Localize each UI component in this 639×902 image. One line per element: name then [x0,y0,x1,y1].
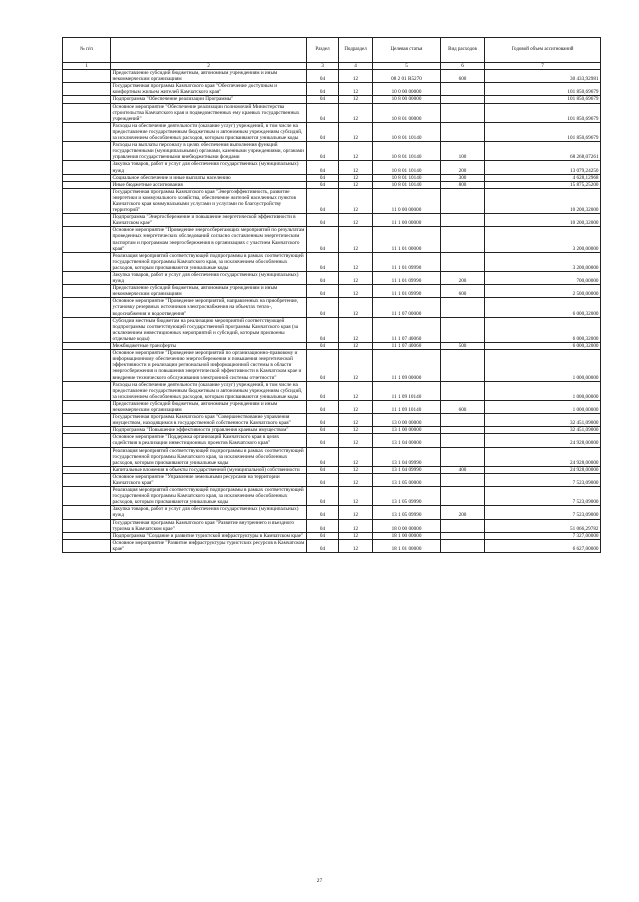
row-subsection: 12 [339,343,373,350]
row-name: Государственная программа Камчатского края "Совершенствование управления имуществом, находящимся в государственной собственности Камчатского края" [111,414,307,427]
row-amount: 1 000,00000 [485,381,601,400]
row-subsection: 12 [339,350,373,381]
row-expense-type: 200 [441,272,485,285]
row-target: 13 1 05 00000 [373,473,441,486]
row-name: Государственная программа Камчатского края "Обеспечение доступным и комфортным жильем жителей Камчатского края" [111,83,307,96]
row-name: Подпрограмма "Повышение эффективности управления краевым имуществом" [111,427,307,434]
table-row [63,466,601,473]
row-name: Основное мероприятие "Развитие инфраструктуры туристских ресурсов в Камчатском крае" [111,539,307,552]
row-num [63,161,111,174]
row-num [63,487,111,506]
row-expense-type [441,381,485,400]
row-subsection: 12 [339,466,373,473]
row-amount: 2 500,00000 [485,285,601,298]
row-num [63,434,111,447]
row-subsection: 12 [339,487,373,506]
row-expense-type: 200 [441,161,485,174]
row-amount: 32 451,09000 [485,427,601,434]
table-row [63,539,601,552]
row-expense-type [441,83,485,96]
row-name: Закупка товаров, работ и услуг для обеспечения государственных (муниципальных) нужд [111,272,307,285]
row-amount: 32 451,09000 [485,414,601,427]
row-name: Предоставление субсидий бюджетным, автономным учреждениям и иным некоммерческим организациям [111,400,307,413]
table-row [63,414,601,427]
row-num [63,539,111,552]
row-target: 08 2 01 R5270 [373,70,441,83]
row-num [63,174,111,181]
row-name: Субсидии местным бюджетам на реализацию мероприятий соответствующей подпрограммы соответствующей государственной программы Камчатского края (за исключением инвестиционных мероприятий и субсидий, которым присвоены отдельные коды) [111,317,307,342]
row-num [63,400,111,413]
column-number: 1 [63,63,111,70]
row-target: 11 1 01 09990 [373,272,441,285]
row-section: 04 [307,427,339,434]
row-amount: 6 000,32000 [485,298,601,317]
column-number: 6 [441,63,485,70]
row-target: 11 1 07 00000 [373,298,441,317]
row-name: Закупка товаров, работ и услуг для обеспечения государственных (муниципальных) нужд [111,161,307,174]
row-target: 11 1 07 40060 [373,343,441,350]
table-row [63,519,601,532]
row-subsection: 12 [339,96,373,103]
row-name: Предоставление субсидий бюджетным, автономным учреждениям и иным некоммерческим организациям [111,70,307,83]
row-target: 13 0 00 00000 [373,414,441,427]
table-row [63,285,601,298]
row-amount: 51 066,29782 [485,519,601,532]
row-name: Капитальные вложения в объекты государственной (муниципальной) собственности [111,466,307,473]
row-target: 13 1 04 09990 [373,447,441,466]
row-section: 04 [307,103,339,122]
row-target: 18 0 00 00000 [373,519,441,532]
row-section: 04 [307,298,339,317]
table-row [63,181,601,188]
row-target: 10 8 01 10140 [373,122,441,141]
row-target: 11 0 00 00000 [373,188,441,213]
row-subsection: 12 [339,83,373,96]
row-amount: 6 000,32000 [485,343,601,350]
row-num [63,532,111,539]
row-target: 10 8 01 10140 [373,174,441,181]
row-name: Закупка товаров, работ и услуг для обеспечения государственных (муниципальных) нужд [111,506,307,519]
row-subsection: 12 [339,539,373,552]
header-amount: Годовой объем ассигнований [485,38,601,63]
row-num [63,103,111,122]
row-target: 11 1 09 00000 [373,350,441,381]
row-target: 11 1 07 40060 [373,317,441,342]
row-section: 04 [307,70,339,83]
budget-table [62,37,601,553]
row-num [63,214,111,227]
row-expense-type: 600 [441,70,485,83]
table-row [63,142,601,161]
row-expense-type [441,434,485,447]
table-header-row [63,38,601,63]
row-num [63,122,111,141]
row-section: 04 [307,96,339,103]
row-amount: 24 928,00000 [485,434,601,447]
table-row [63,83,601,96]
row-section: 04 [307,506,339,519]
row-amount: 3 200,00000 [485,227,601,252]
row-amount: 24 928,00000 [485,466,601,473]
row-name: Основное мероприятие "Проведение мероприятий, направленных на приобретение, установку резервных источников электроснабжения на объектах тепло-, водоснабжения и водоотведения" [111,298,307,317]
row-amount: 15 875,25200 [485,181,601,188]
row-name: Реализация мероприятий соответствующей подпрограммы в рамках соответствующей государственной программы Камчатского края, за исключением обособленных расходов, которым присваиваются уникальные коды [111,252,307,271]
row-num [63,285,111,298]
row-expense-type: 100 [441,142,485,161]
row-amount: 13 079,24250 [485,161,601,174]
row-expense-type: 600 [441,285,485,298]
column-number-row [63,63,601,70]
row-section: 04 [307,252,339,271]
row-target: 10 8 01 10140 [373,181,441,188]
table-row [63,473,601,486]
row-target: 10 8 00 00000 [373,96,441,103]
row-amount: 7 523,09000 [485,506,601,519]
table-row [63,447,601,466]
row-subsection: 12 [339,414,373,427]
row-subsection: 12 [339,227,373,252]
row-section: 04 [307,487,339,506]
row-subsection: 12 [339,70,373,83]
row-amount: 7 327,00000 [485,532,601,539]
row-subsection: 12 [339,252,373,271]
row-amount: 30 433,92981 [485,70,601,83]
row-num [63,506,111,519]
row-num [63,317,111,342]
row-name: Подпрограмма "Создание и развитие туристской инфраструктуры в Камчатском крае" [111,532,307,539]
row-expense-type [441,96,485,103]
row-expense-type: 800 [441,181,485,188]
row-target: 18 1 00 00000 [373,532,441,539]
row-num [63,414,111,427]
row-section: 04 [307,227,339,252]
row-subsection: 12 [339,214,373,227]
row-subsection: 12 [339,298,373,317]
row-name: Основное мероприятие "Проведение энергосберегающих мероприятий по результатам проведенных энергетических обследований согласно составленным энергетическим паспортам и программам энергосбережения в организациях с участием Камчатского края" [111,227,307,252]
row-expense-type [441,252,485,271]
table-row [63,70,601,83]
row-expense-type: 400 [441,466,485,473]
row-num [63,272,111,285]
row-target: 13 1 05 09990 [373,487,441,506]
row-amount: 101 850,69679 [485,122,601,141]
row-section: 04 [307,519,339,532]
row-section: 04 [307,285,339,298]
table-row [63,174,601,181]
header-subsection: Подраздел [339,38,373,63]
row-expense-type [441,122,485,141]
row-expense-type [441,473,485,486]
row-name: Межбюджетные трансферты [111,343,307,350]
row-subsection: 12 [339,447,373,466]
column-number: 7 [485,63,601,70]
row-name: Основное мероприятие "Обеспечение реализации полномочий Министерства строительства Камчатского края и подведомственных ему краевых государственных учреждений" [111,103,307,122]
table-row [63,506,601,519]
row-section: 04 [307,434,339,447]
row-amount: 101 850,69679 [485,103,601,122]
row-subsection: 12 [339,317,373,342]
row-target: 10 0 00 00000 [373,83,441,96]
row-subsection: 12 [339,272,373,285]
row-target: 13 1 04 09990 [373,466,441,473]
row-expense-type: 600 [441,400,485,413]
row-subsection: 12 [339,427,373,434]
row-num [63,181,111,188]
row-subsection: 12 [339,473,373,486]
table-row [63,350,601,381]
row-expense-type [441,414,485,427]
row-num [63,227,111,252]
row-expense-type [441,487,485,506]
row-subsection: 12 [339,400,373,413]
row-expense-type [441,214,485,227]
column-number: 2 [111,63,307,70]
row-amount: 3 200,00000 [485,252,601,271]
row-section: 04 [307,122,339,141]
table-row [63,343,601,350]
row-expense-type [441,188,485,213]
row-subsection: 12 [339,434,373,447]
row-section: 04 [307,83,339,96]
row-subsection: 12 [339,532,373,539]
row-section: 04 [307,343,339,350]
row-section: 04 [307,317,339,342]
table-row [63,272,601,285]
table-row [63,214,601,227]
row-expense-type: 200 [441,506,485,519]
row-expense-type [441,447,485,466]
row-subsection: 12 [339,161,373,174]
table-row [63,400,601,413]
table-row [63,227,601,252]
row-section: 04 [307,414,339,427]
row-num [63,70,111,83]
row-amount: 10 200,32000 [485,188,601,213]
table-row [63,103,601,122]
row-target: 11 1 09 10140 [373,381,441,400]
row-subsection: 12 [339,285,373,298]
row-num [63,188,111,213]
row-subsection: 12 [339,506,373,519]
row-expense-type [441,532,485,539]
row-amount: 101 850,69679 [485,83,601,96]
row-target: 11 1 01 09990 [373,285,441,298]
row-section: 04 [307,174,339,181]
row-target: 11 1 01 00000 [373,227,441,252]
row-target: 13 1 05 09990 [373,506,441,519]
column-number: 4 [339,63,373,70]
row-section: 04 [307,381,339,400]
table-row [63,298,601,317]
row-section: 04 [307,447,339,466]
row-target: 18 1 01 00000 [373,539,441,552]
row-name: Социальное обеспечение и иные выплаты населению [111,174,307,181]
table-body [63,70,601,553]
row-amount: 4 628,12968 [485,174,601,181]
row-target: 10 8 01 00000 [373,103,441,122]
header-target: Целевая статья [373,38,441,63]
table-row [63,532,601,539]
row-section: 04 [307,473,339,486]
row-name: Государственная программа Камчатского края "Энергоэффективность, развитие энергетики и коммунального хозяйства, обеспечение жителей населенных пунктов Камчатского края коммунальными услугами и услугами по благоустройству территорий" [111,188,307,213]
row-num [63,447,111,466]
row-expense-type [441,427,485,434]
row-expense-type [441,103,485,122]
table-row [63,381,601,400]
row-name: Государственная программа Камчатского края "Развитие внутреннего и въездного туризма в Камчатском крае" [111,519,307,532]
row-num [63,519,111,532]
row-subsection: 12 [339,122,373,141]
row-section: 04 [307,181,339,188]
row-num [63,466,111,473]
row-num [63,381,111,400]
row-expense-type [441,519,485,532]
row-amount: 10 200,32000 [485,214,601,227]
row-expense-type [441,350,485,381]
row-name: Расходы на выплаты персоналу в целях обеспечения выполнения функций государственными (муниципальными) органами, казенными учреждениями, органами управления государственными внебюджетными фондами [111,142,307,161]
row-amount: 6 000,32000 [485,317,601,342]
row-expense-type [441,298,485,317]
row-subsection: 12 [339,188,373,213]
row-subsection: 12 [339,381,373,400]
row-target: 13 1 00 00000 [373,427,441,434]
row-section: 04 [307,532,339,539]
row-amount: 7 523,09000 [485,487,601,506]
row-amount: 68 268,07261 [485,142,601,161]
row-section: 04 [307,272,339,285]
row-section: 04 [307,161,339,174]
row-expense-type [441,227,485,252]
row-num [63,350,111,381]
row-amount: 6 627,00000 [485,539,601,552]
row-amount: 700,00000 [485,272,601,285]
header-num: № п/п [63,38,111,63]
row-section: 04 [307,214,339,227]
row-target: 10 8 01 10140 [373,161,441,174]
row-num [63,473,111,486]
row-target: 11 1 09 10140 [373,400,441,413]
row-num [63,427,111,434]
row-num [63,343,111,350]
row-target: 13 1 04 00000 [373,434,441,447]
row-name: Расходы на обеспечение деятельности (оказание услуг) учреждений, в том числе на предоставление государственным бюджетным и автономным учреждениям субсидий, за исключением обособленных расходов, которым присваиваются уникальные коды [111,381,307,400]
row-name: Основное мероприятие "Проведение мероприятий по организационно-правовому и информационному обеспечению энергосбережения и повышения энергетической эффективности и реализации региональной информационной системы в области энергосбережения и повышения энергетической эффективности в Камчатском крае и внедрение технического обслуживания электронной системы отчетности" [111,350,307,381]
column-number: 3 [307,63,339,70]
row-subsection: 12 [339,174,373,181]
header-expense-type: Вид расходов [441,38,485,63]
table-row [63,122,601,141]
table-row [63,252,601,271]
row-section: 04 [307,188,339,213]
page-number: 27 [316,878,323,884]
row-section: 04 [307,400,339,413]
row-section: 04 [307,466,339,473]
row-name: Основное мероприятие "Поддержка организаций Камчатского края в целях содействия в реализации инвестиционных проектов Камчатского края" [111,434,307,447]
row-name: Основное мероприятие "Управление земельными ресурсами на территории Камчатского края" [111,473,307,486]
row-target: 11 1 01 09990 [373,252,441,271]
row-expense-type [441,539,485,552]
header-section: Раздел [307,38,339,63]
table-row [63,317,601,342]
row-expense-type [441,317,485,342]
row-section: 04 [307,350,339,381]
row-name: Подпрограмма "Обеспечение реализации Программы" [111,96,307,103]
row-num [63,252,111,271]
row-amount: 1 000,00000 [485,400,601,413]
row-expense-type: 300 [441,174,485,181]
row-target: 10 8 01 10140 [373,142,441,161]
row-amount: 101 850,69679 [485,96,601,103]
row-target: 11 1 00 00000 [373,214,441,227]
row-name: Реализация мероприятий соответствующей подпрограммы в рамках соответствующей государственной программы Камчатского края, за исключением обособленных расходов, которым присваиваются уникальные коды [111,447,307,466]
row-subsection: 12 [339,142,373,161]
row-expense-type: 500 [441,343,485,350]
row-section: 04 [307,142,339,161]
row-num [63,96,111,103]
row-subsection: 12 [339,181,373,188]
table-row [63,188,601,213]
row-amount: 1 000,00000 [485,350,601,381]
row-name: Реализация мероприятий соответствующей подпрограммы в рамках соответствующей государственной программы Камчатского края, за исключением обособленных расходов, которым присваиваются уникальные коды [111,487,307,506]
table-row [63,161,601,174]
column-number: 5 [373,63,441,70]
table-row [63,434,601,447]
row-num [63,298,111,317]
row-subsection: 12 [339,103,373,122]
table-row [63,96,601,103]
row-num [63,142,111,161]
table-row [63,487,601,506]
row-name: Иные бюджетные ассигнования [111,181,307,188]
row-name: Расходы на обеспечение деятельности (оказание услуг) учреждений, в том числе на предоставление государственным бюджетным и автономным учреждениям субсидий, за исключением обособленных расходов, которым присваиваются уникальные коды [111,122,307,141]
row-subsection: 12 [339,519,373,532]
row-name: Предоставление субсидий бюджетным, автономным учреждениям и иным некоммерческим организациям [111,285,307,298]
row-num [63,83,111,96]
table-row [63,427,601,434]
row-amount: 7 523,09000 [485,473,601,486]
header-name [111,38,307,63]
row-section: 04 [307,539,339,552]
row-name: Подпрограмма "Энергосбережение и повышение энергетической эффективности в Камчатском крае" [111,214,307,227]
row-amount: 24 928,00000 [485,447,601,466]
